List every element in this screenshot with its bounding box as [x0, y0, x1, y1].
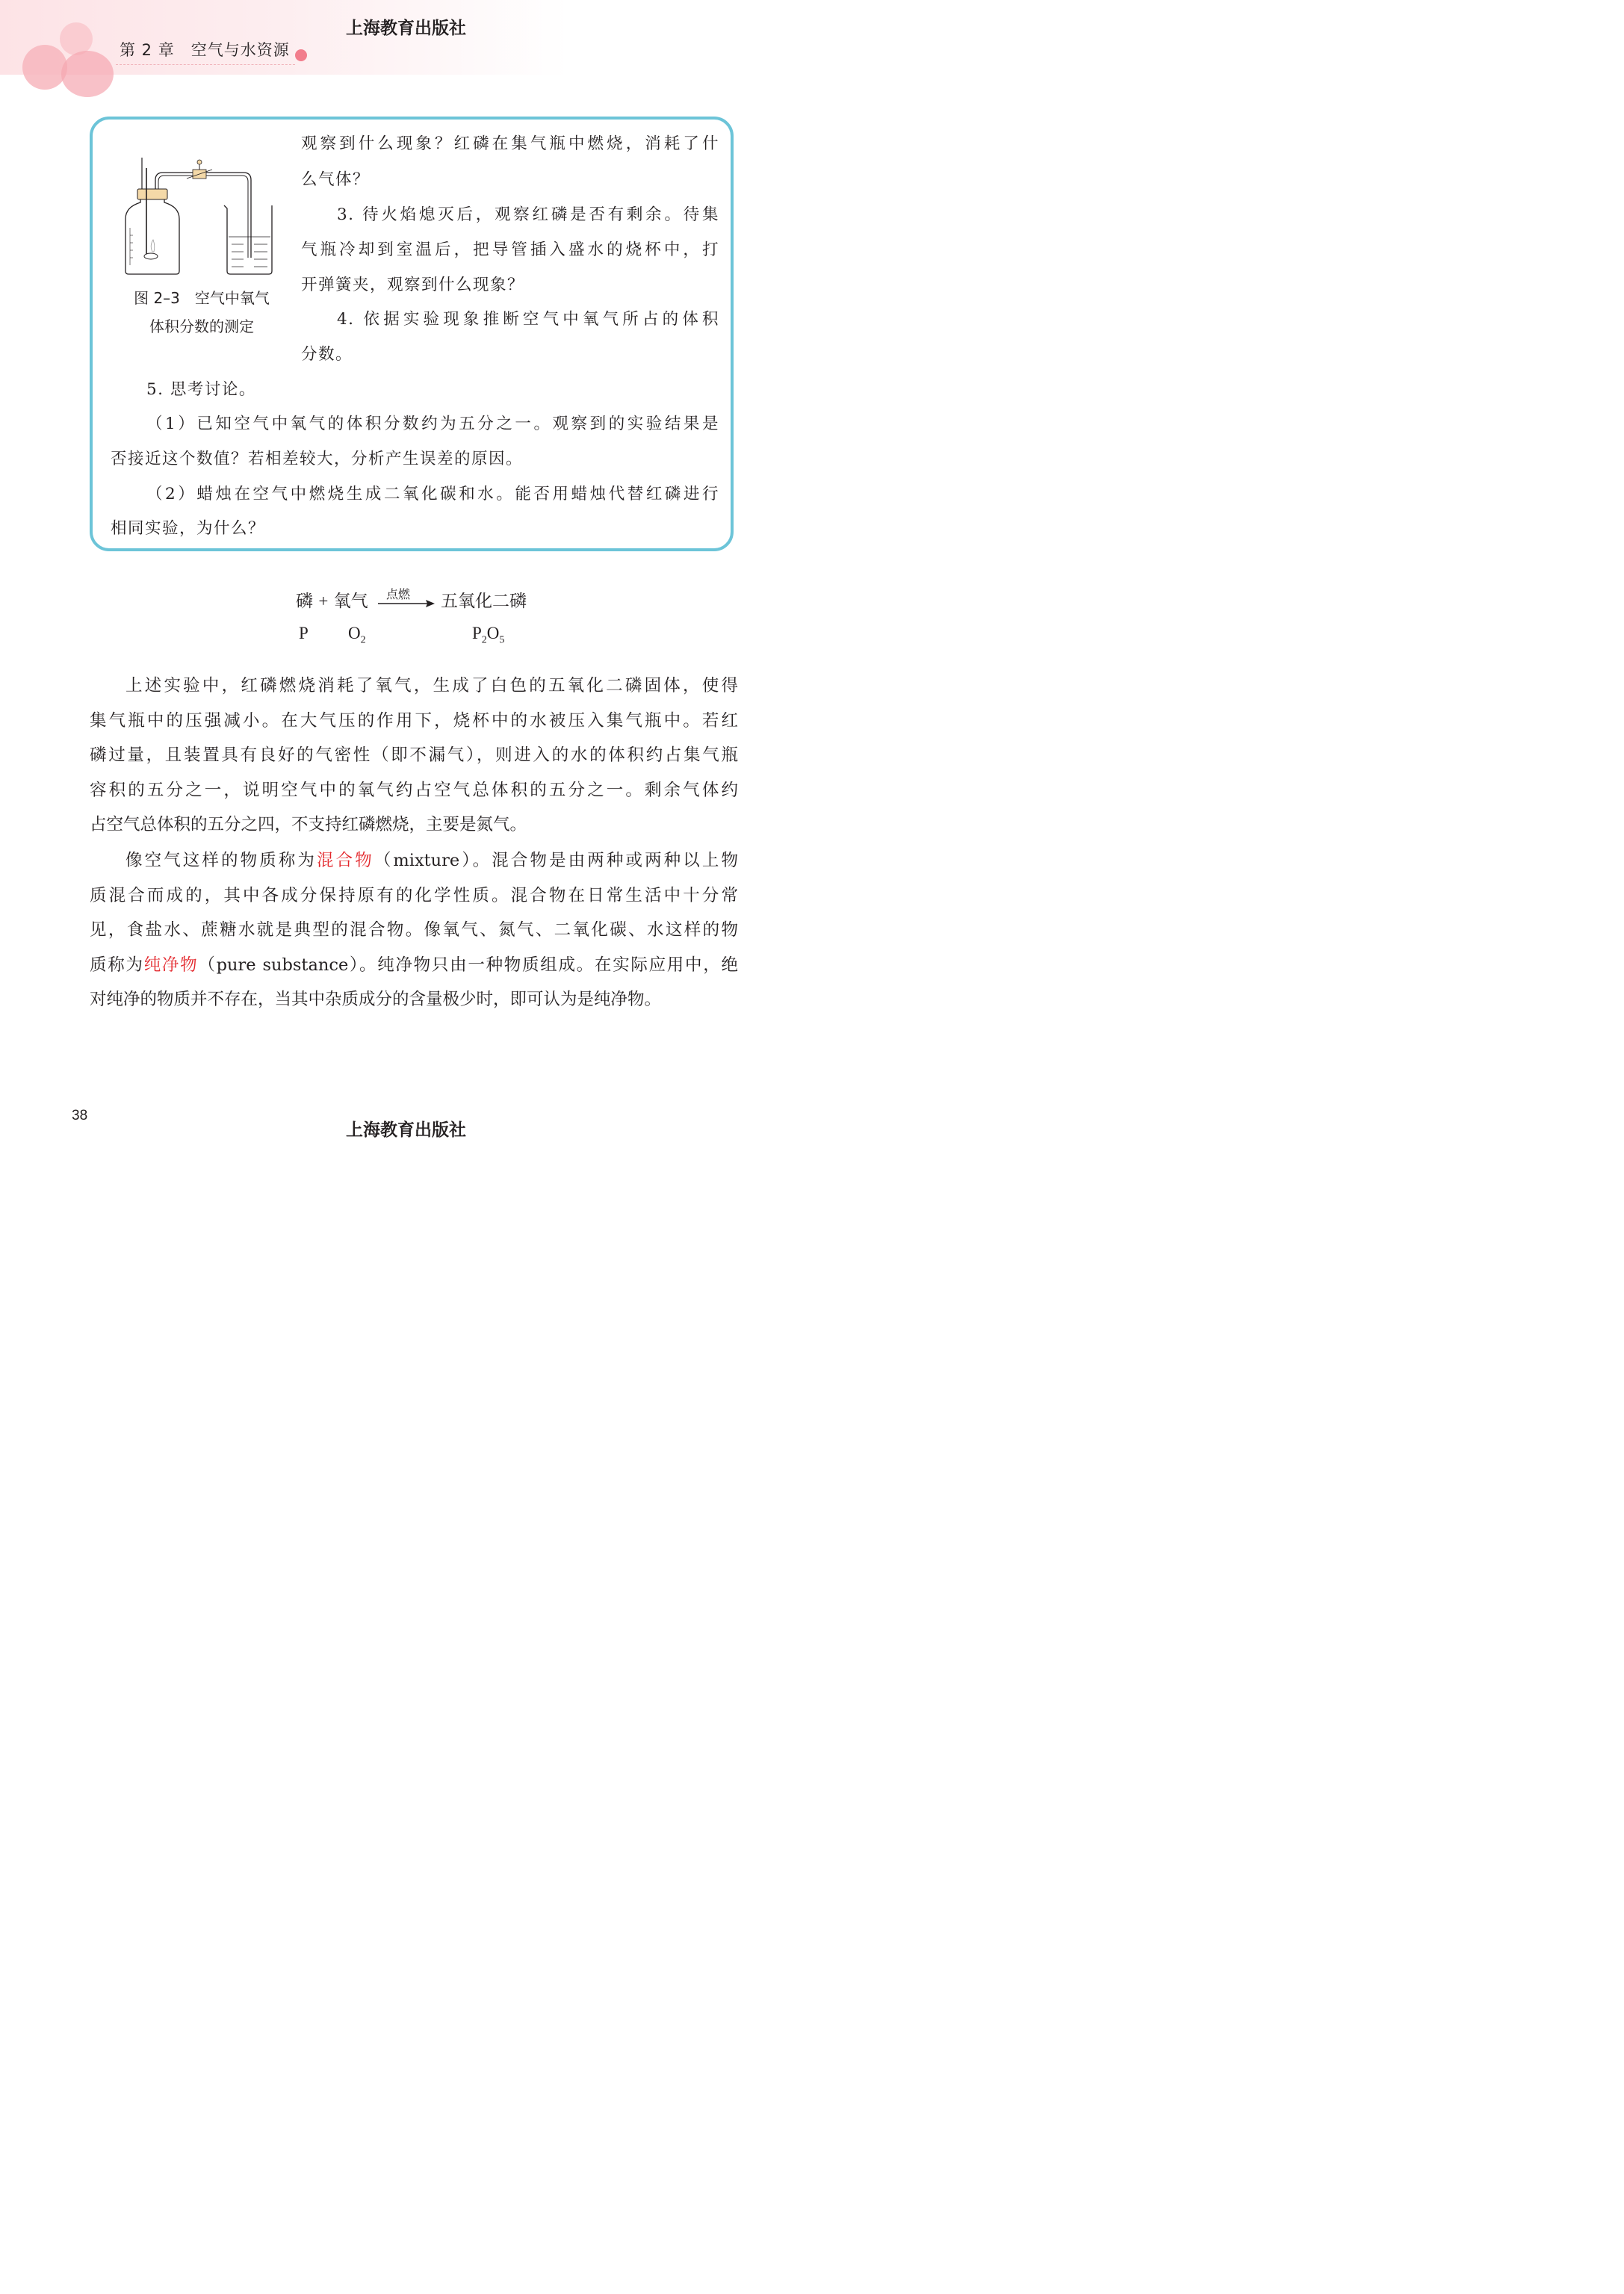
text-run: 像空气这样的物质称为 [125, 851, 317, 870]
paragraph-line: 质混合而成的，其中各成分保持原有的化学性质。混合物在日常生活中十分常 [90, 885, 738, 905]
box-text-line: 气瓶冷却到室温后，把导管插入盛水的烧杯中，打 [301, 241, 719, 259]
symbol-subscript: 2 [360, 634, 366, 646]
reactant-phosphorus: 磷 [296, 592, 313, 611]
box-text-line: 5. 思考讨论。 [146, 380, 256, 399]
box-text-line: 分数。 [301, 345, 353, 364]
box-text-line: 4. 依据实验现象推断空气中氧气所占的体积 [337, 310, 719, 329]
text-run: （mixture）。混合物是由两种或两种以上物 [374, 851, 738, 870]
paragraph-experiment-explanation [90, 669, 738, 843]
decor-dot [295, 49, 307, 61]
box-text-line: （2）蜡烛在空气中燃烧生成二氧化碳和水。能否用蜡烛代替红磷进行 [146, 485, 719, 503]
paragraph-line: 对纯净的物质并不存在，当其中杂质成分的含量极少时，即可认为是纯净物。 [90, 990, 662, 1009]
term-mixture: 混合物 [317, 851, 374, 870]
paragraph-line: 集气瓶中的压强减小。在大气压的作用下，烧杯中的水被压入集气瓶中。若红 [90, 710, 738, 731]
box-text-line: 3. 待火焰熄灭后，观察红磷是否有剩余。待集 [337, 205, 719, 224]
figure-caption [112, 284, 291, 341]
reaction-condition: 点燃 [386, 587, 411, 601]
box-text-line: 观察到什么现象？红磷在集气瓶中燃烧，消耗了什 [301, 134, 719, 153]
text-run: （pure substance）。纯净物只由一种物质组成。在实际应用中，绝 [198, 955, 738, 975]
symbol-subscript: 2 [481, 634, 487, 646]
reaction-arrow-icon [378, 598, 435, 609]
chapter-title: 第 2 章 空气与水资源 [120, 41, 290, 59]
reactant-oxygen: 氧气 [333, 592, 368, 611]
paragraph-line [90, 948, 738, 983]
text-run: 质称为 [90, 955, 144, 975]
symbol-p2o5 [472, 624, 504, 647]
symbol-base: O [348, 624, 361, 642]
symbol-base: O [486, 624, 500, 642]
box-text-line: （1）已知空气中氧气的体积分数约为五分之一。观察到的实验结果是 [146, 415, 719, 433]
apparatus-figure [112, 153, 291, 280]
symbol-p: P [299, 624, 309, 642]
plus-sign: + [318, 592, 329, 610]
paragraph-line: 占空气总体积的五分之四，不支持红磷燃烧，主要是氮气。 [90, 815, 527, 834]
symbol-o2 [348, 624, 366, 647]
paragraph-line: 上述实验中，红磷燃烧消耗了氧气，生成了白色的五氧化二磷固体，使得 [125, 676, 738, 695]
paragraph-line: 见，食盐水、蔗糖水就是典型的混合物。像氧气、氮气、二氧化碳、水这样的物 [90, 920, 738, 940]
figure-caption-line: 体积分数的测定 [149, 317, 254, 335]
symbol-subscript: 5 [499, 634, 505, 646]
chapter-rule [116, 64, 295, 65]
box-text-line: 么气体？ [301, 170, 371, 189]
paragraph-line: 磷过量，且装置具有良好的气密性（即不漏气），则进入的水的体积约占集气瓶 [90, 745, 738, 765]
box-text-line: 相同实验，为什么？ [111, 519, 266, 538]
decor-circle [22, 45, 67, 90]
figure-caption-line: 图 2–3 空气中氧气 [134, 289, 270, 307]
page-number: 38 [72, 1108, 88, 1123]
term-pure-substance: 纯净物 [143, 955, 199, 975]
symbol-base: P [472, 624, 482, 642]
publisher-watermark-bottom: 上海教育出版社 [346, 1120, 466, 1140]
paragraph-mixture-definition [90, 843, 738, 1017]
product-p2o5: 五氧化二磷 [441, 592, 527, 611]
decor-circle [61, 51, 114, 97]
box-text-line: 开弹簧夹，观察到什么现象？ [301, 276, 525, 294]
box-text-line: 否接近这个数值？若相差较大，分析产生误差的原因。 [111, 450, 524, 468]
word-equation [296, 590, 368, 613]
publisher-watermark-top: 上海教育出版社 [346, 19, 466, 38]
paragraph-line: 容积的五分之一，说明空气中的氧气约占空气总体积的五分之一。剩余气体约 [90, 780, 738, 800]
paragraph-line [90, 843, 738, 878]
